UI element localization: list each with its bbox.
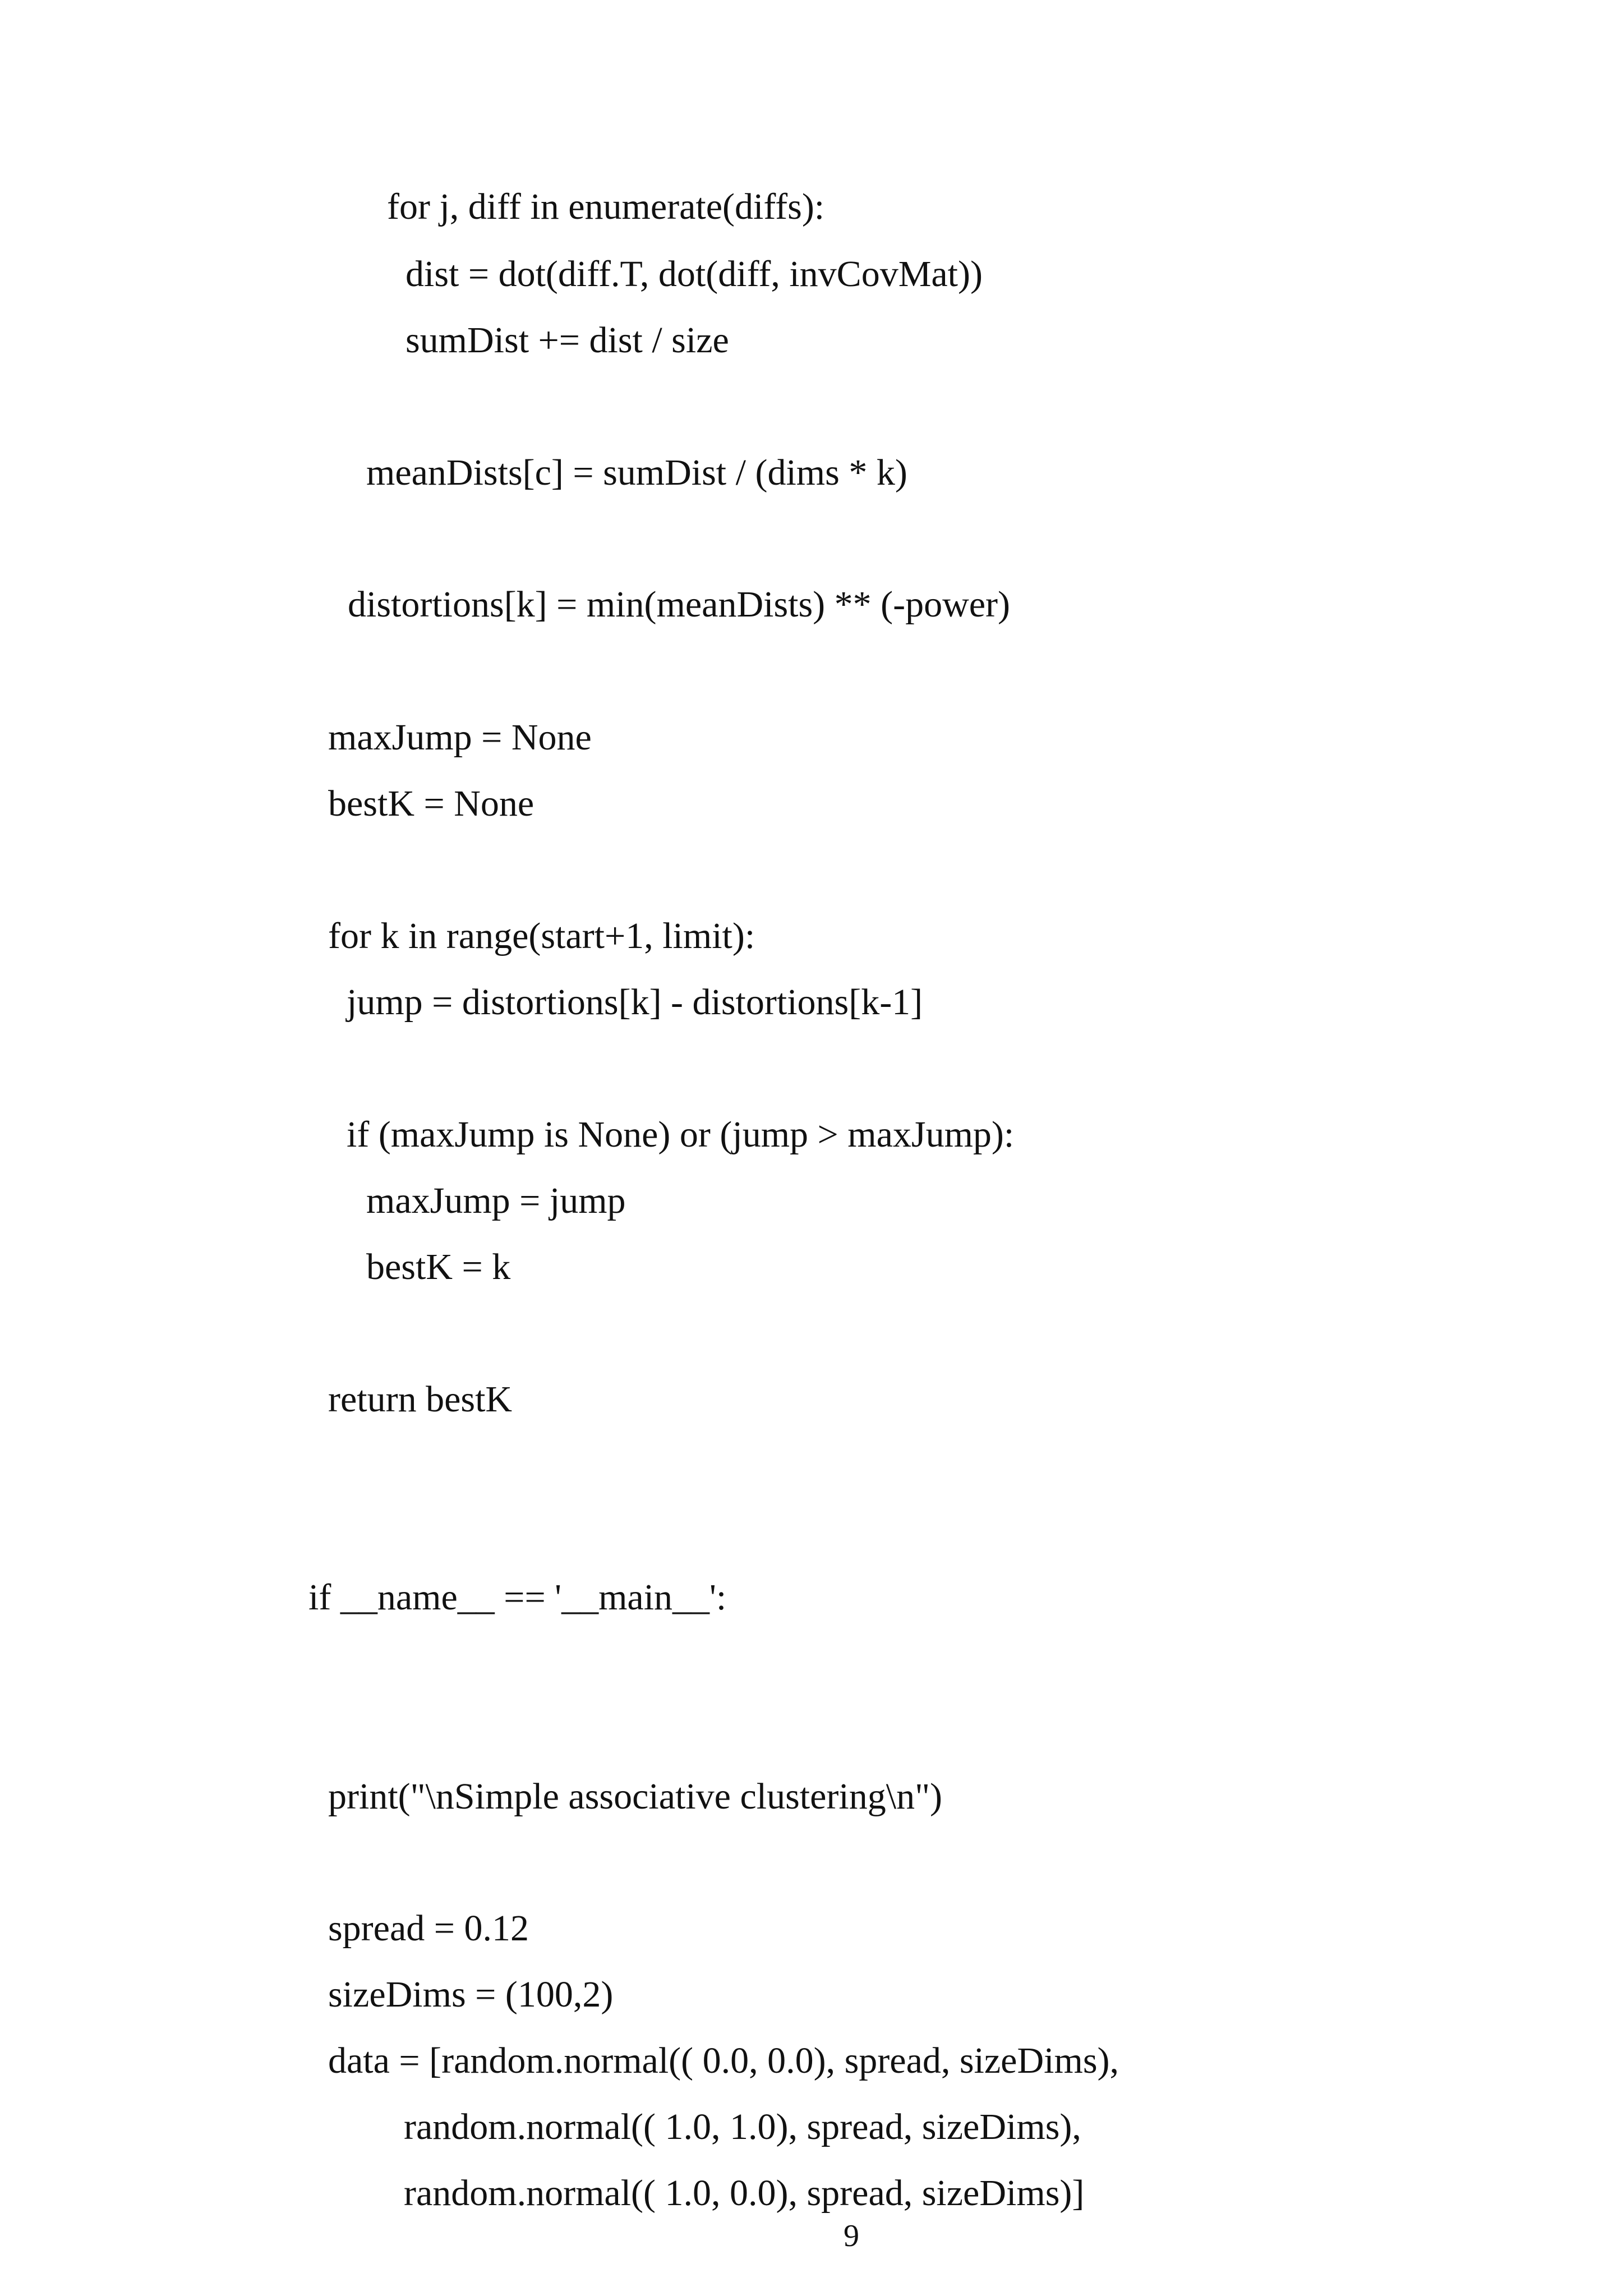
code-line-distortions: distortions[k] = min(meanDists) ** (-power) bbox=[348, 584, 1011, 625]
code-line-data-third: random.normal(( 1.0, 0.0), spread, sizeDims)] bbox=[404, 2173, 1085, 2214]
page-number: 9 bbox=[844, 2219, 859, 2253]
code-line-maxjump-jump: maxJump = jump bbox=[366, 1180, 626, 1221]
code-line-if-maxjump: if (maxJump is None) or (jump > maxJump): bbox=[347, 1114, 1015, 1155]
code-line-bestk-k: bestK = k bbox=[366, 1246, 511, 1287]
code-line-sumdist: sumDist += dist / size bbox=[406, 320, 729, 361]
code-line-spread: spread = 0.12 bbox=[328, 1908, 529, 1949]
code-line-if-main: if __name__ == '__main__': bbox=[308, 1577, 727, 1618]
code-line-for-k-range: for k in range(start+1, limit): bbox=[328, 915, 755, 956]
code-line-maxjump-none: maxJump = None bbox=[328, 717, 592, 758]
code-line-data-first: data = [random.normal(( 0.0, 0.0), spread, sizeDims), bbox=[328, 2040, 1119, 2081]
code-line-meandists: meanDists[c] = sumDist / (dims * k) bbox=[366, 452, 907, 493]
code-line-return-bestk: return bestK bbox=[328, 1379, 513, 1420]
code-line-data-second: random.normal(( 1.0, 1.0), spread, sizeDims), bbox=[404, 2106, 1081, 2147]
code-line-for-enumerate-diffs: for j, diff in enumerate(diffs): bbox=[387, 186, 825, 227]
code-line-print: print("\nSimple associative clustering\n") bbox=[328, 1776, 942, 1817]
code-line-dist-dot: dist = dot(diff.T, dot(diff, invCovMat)) bbox=[406, 254, 983, 295]
code-line-jump: jump = distortions[k] - distortions[k-1] bbox=[347, 982, 923, 1023]
code-line-sizedims: sizeDims = (100,2) bbox=[328, 1974, 614, 2015]
code-line-bestk-none: bestK = None bbox=[328, 783, 534, 824]
